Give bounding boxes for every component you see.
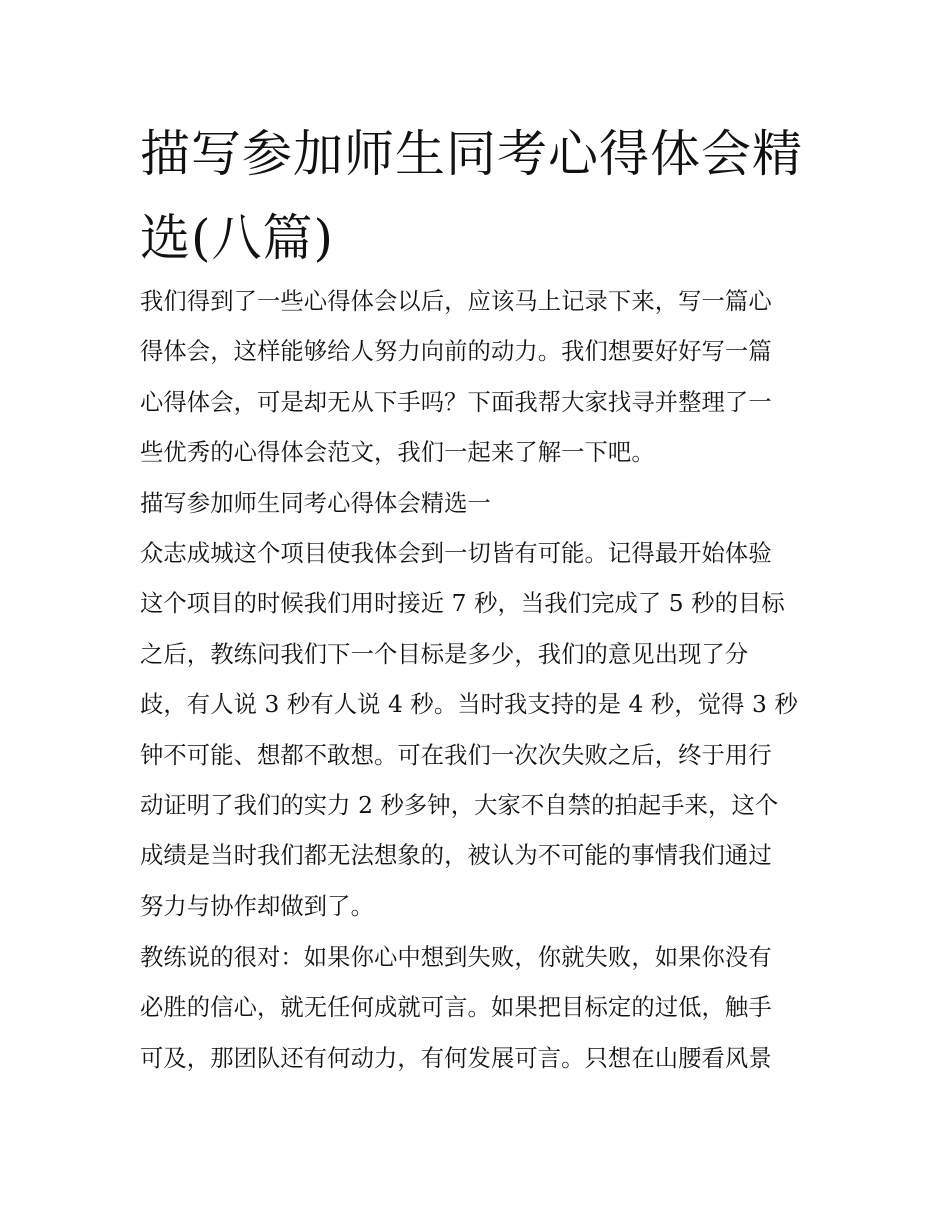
body-paragraph: 众志成城这个项目使我体会到一切皆有可能。记得最开始体验 这个项目的时候我们用时接近 7 秒，当我们完成了 5 秒的目标 之后，教练问我们下一个目标是多少，我们的意见出现了分 歧，有人说 3 秒有人说 4 秒。当时我支持的是 4 秒，觉得 3 秒 钟不可能、想都不敢想。可在我们一次次失败之后，终于用行 动证明了我们的实力 2 秒多钟，大家不自禁的拍起手来，这个 成绩是当时我们都无法想象的，被认为不可能的事情我们通过 努力与协作却做到了。 [140, 540, 798, 920]
intro-paragraph: 我们得到了一些心得体会以后，应该马上记录下来，写一篇心 得体会，这样能够给人努力向前的动力。我们想要好好写一篇 心得体会，可是却无从下手吗？下面我帮大家找寻并整理了一 些优秀的心得体会范文，我们一起来了解一下吧。 [140, 288, 772, 467]
body-paragraph: 教练说的很对：如果你心中想到失败，你就失败，如果你没有 必胜的信心，就无任何成就可言。如果把目标定的过低，触手 可及，那团队还有何动力，有何发展可言。只想在山腰看风景 [140, 944, 772, 1072]
document-title: 描写参加师生同考心得体会精 选(八篇) [140, 125, 803, 267]
section-heading: 描写参加师生同考心得体会精选一 [140, 490, 491, 517]
